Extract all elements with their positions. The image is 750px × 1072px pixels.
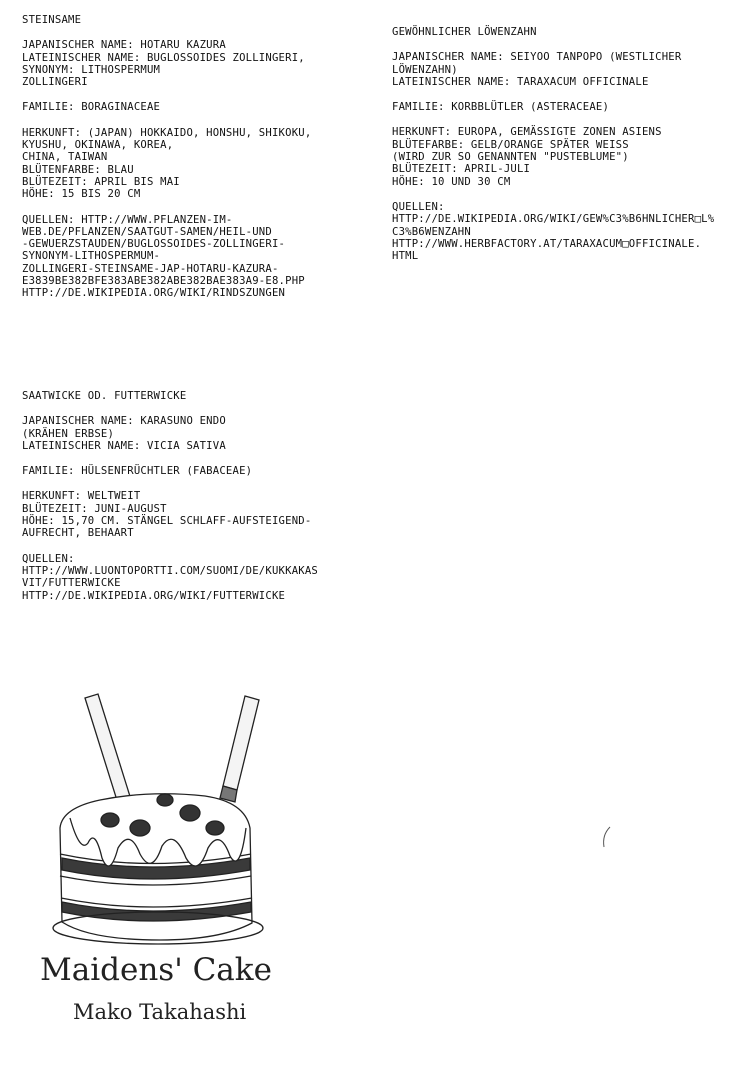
sources-cont: E3839BE382BFE383ABE382ABE382BAE383A9-E8.PHP: [22, 275, 305, 288]
flower-color: BLÜTENFARBE: BLAU: [22, 163, 134, 176]
bloom-time: BLÜTEZEIT: APRIL-JULI: [392, 163, 531, 176]
sources: QUELLEN: HTTP://WWW.PFLANZEN-IM-: [22, 213, 233, 226]
steinsame-section: [22, 14, 372, 313]
bloom-time: BLÜTEZEIT: JUNI-AUGUST: [22, 502, 167, 515]
book-title: Maidens' Cake: [40, 952, 272, 988]
sources-cont: HTTP://DE.WIKIPEDIA.ORG/WIKI/RINDSZUNGEN: [22, 287, 286, 300]
sources-cont: SYNONYM-LITHOSPERMUM-: [22, 250, 161, 263]
height-cont: AUFRECHT, BEHAART: [22, 527, 134, 540]
sources-cont: HTTP://DE.WIKIPEDIA.ORG/WIKI/GEW%C3%B6HNLICHER□L%: [392, 213, 715, 226]
loewenzahn-section: [392, 26, 742, 275]
japanese-name: JAPANISCHER NAME: HOTARU KAZURA: [22, 39, 226, 52]
origin-cont: CHINA, TAIWAN: [22, 151, 108, 164]
sources-cont: HTML: [392, 250, 419, 263]
origin: HERKUNFT: EUROPA, GEMÄSSIGTE ZONEN ASIENS: [392, 126, 662, 139]
japanese-name: JAPANISCHER NAME: SEIYOO TANPOPO (WESTLICHER: [392, 51, 682, 64]
flower-color: BLÜTEFARBE: GELB/ORANGE SPÄTER WEISS: [392, 138, 629, 151]
height: HÖHE: 15,70 CM. STÄNGEL SCHLAFF-AUFSTEIGEND-: [22, 515, 312, 528]
pencil-mark-icon: [598, 825, 614, 849]
origin: HERKUNFT: (JAPAN) HOKKAIDO, HONSHU, SHIKOKU,: [22, 126, 312, 139]
sources-label: QUELLEN:: [392, 200, 445, 213]
book-author: Mako Takahashi: [73, 1000, 247, 1024]
japanese-name-cont: LÖWENZAHN): [392, 63, 458, 76]
sources-cont: C3%B6WENZAHN: [392, 225, 471, 238]
sources-cont: HTTP://WWW.LUONTOPORTTI.COM/SUOMI/DE/KUKKAKAS: [22, 564, 319, 577]
sources-label: QUELLEN:: [22, 552, 75, 565]
sources-cont: ZOLLINGERI-STEINSAME-JAP-HOTARU-KAZURA-: [22, 262, 279, 275]
latin-name: LATEINISCHER NAME: TARAXACUM OFFICINALE: [392, 75, 649, 88]
family: FAMILIE: HÜLSENFRÜCHTLER (FABACEAE): [22, 465, 253, 478]
latin-name: LATEINISCHER NAME: VICIA SATIVA: [22, 439, 226, 452]
japanese-name-cont: (KRÄHEN ERBSE): [22, 427, 115, 440]
origin: HERKUNFT: WELTWEIT: [22, 490, 141, 503]
sources-cont: -GEWUERZSTAUDEN/BUGLOSSOIDES-ZOLLINGERI-: [22, 238, 286, 251]
section-title: SAATWICKE OD. FUTTERWICKE: [22, 390, 187, 402]
section-title: GEWÖHNLICHER LÖWENZAHN: [392, 26, 537, 38]
section-title: STEINSAME: [22, 14, 82, 26]
latin-name: LATEINISCHER NAME: BUGLOSSOIDES ZOLLINGERI,: [22, 51, 305, 64]
bloom-time: BLÜTEZEIT: APRIL BIS MAI: [22, 175, 180, 188]
height: HÖHE: 15 BIS 20 CM: [22, 188, 141, 201]
japanese-name: JAPANISCHER NAME: KARASUNO ENDO: [22, 415, 226, 428]
flower-note: (WIRD ZUR SO GENANNTEN "PUSTEBLUME"): [392, 151, 629, 164]
sources-cont: VIT/FUTTERWICKE: [22, 577, 121, 590]
saatwicke-section: [22, 390, 372, 615]
synonym-cont: ZOLLINGERI: [22, 76, 88, 89]
synonym: SYNONYM: LITHOSPERMUM: [22, 63, 161, 76]
family: FAMILIE: KORBBLÜTLER (ASTERACEAE): [392, 101, 610, 114]
sources-cont: HTTP://WWW.HERBFACTORY.AT/TARAXACUM□OFFICINALE.: [392, 237, 702, 250]
sources-cont: WEB.DE/PFLANZEN/SAATGUT-SAMEN/HEIL-UND: [22, 225, 272, 238]
height: HÖHE: 10 UND 30 CM: [392, 175, 511, 188]
origin-cont: KYUSHU, OKINAWA, KOREA,: [22, 139, 174, 152]
family: FAMILIE: BORAGINACEAE: [22, 101, 161, 114]
sources-cont: HTTP://DE.WIKIPEDIA.ORG/WIKI/FUTTERWICKE: [22, 589, 286, 602]
cake-illustration: [40, 678, 300, 948]
